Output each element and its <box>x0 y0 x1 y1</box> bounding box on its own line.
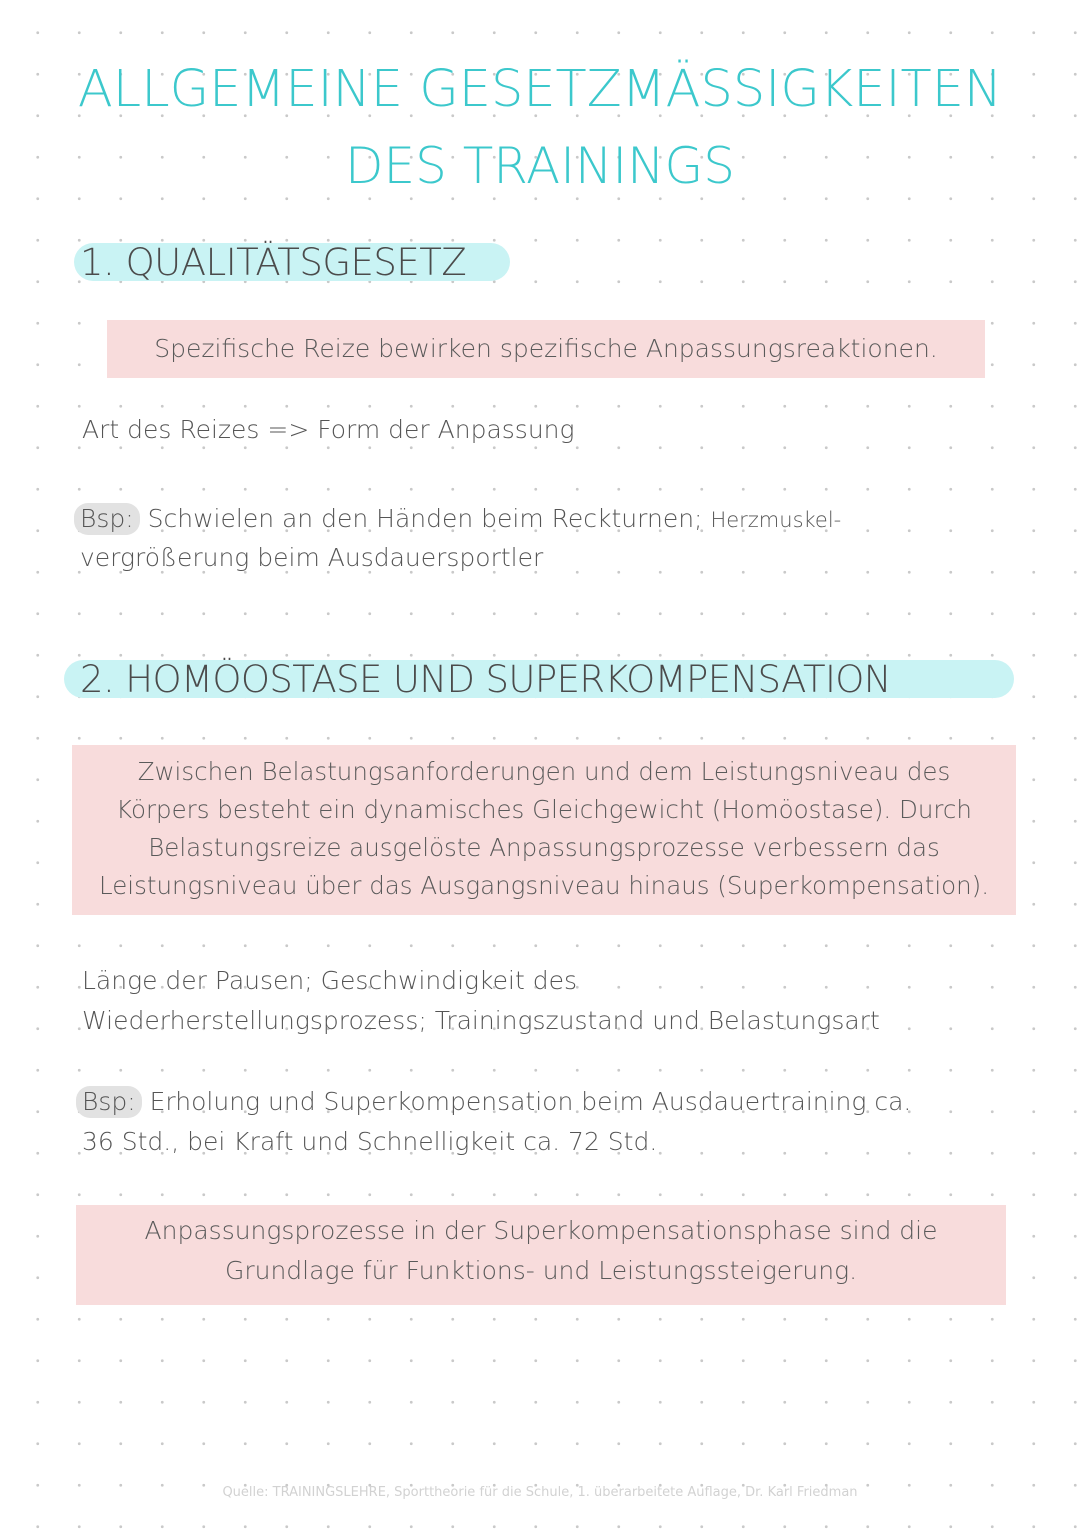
section-2-definition-box <box>72 745 1016 915</box>
section-1-example-line-1 <box>80 499 841 540</box>
section-2-example-tag: Bsp: <box>76 1086 142 1118</box>
section-2-factors-line-1: Länge der Pausen; Geschwindigkeit des <box>82 966 577 995</box>
page-title-line-2: DES TRAININGS <box>345 137 735 195</box>
section-1-relation: Art des Reizes => Form der Anpassung <box>82 415 575 444</box>
section-1-example-main: Schwielen an den Händen beim Reckturnen; <box>147 504 703 533</box>
page-title-line-1: ALLGEMEINE GESETZMÄSSIGKEITEN <box>77 60 1003 119</box>
section-1-heading: 1. QUALITÄTSGESETZ <box>80 241 467 284</box>
section-1-example-tag: Bsp: <box>74 503 140 535</box>
section-2-factors-line-2: Wiederherstellungsprozess; Trainingszustand und Belastungsart <box>82 1006 880 1035</box>
section-2-conclusion-line-2: Grundlage für Funktions- und Leistungssteigerung. <box>224 1256 858 1285</box>
section-2-example-main: Erholung und Superkompensation beim Ausdauertraining ca. <box>149 1087 912 1116</box>
section-2-conclusion-line-1: Anpassungsprozesse in der Superkompensationsphase sind die <box>144 1216 938 1245</box>
section-1-example-small: Herzmuskel- <box>710 508 842 532</box>
section-2-example-line-1 <box>82 1082 911 1122</box>
section-1-definition-box <box>107 320 985 378</box>
section-2-definition-line-3: Belastungsreize ausgelöste Anpassungsprozesse verbessern das <box>148 833 940 862</box>
section-2-heading: 2. HOMÖOSTASE UND SUPERKOMPENSATION <box>80 658 891 701</box>
section-1-definition: Spezifische Reize bewirken spezifische Anpassungsreaktionen. <box>154 334 938 363</box>
section-1-example-line-2: vergrößerung beim Ausdauersportler <box>80 543 544 572</box>
source-footer: Quelle: TRAININGSLEHRE, Sporttheorie für die Schule, 1. überarbeitete Auflage, Dr. Karl Friedman <box>222 1485 858 1500</box>
section-2-definition-line-4: Leistungsniveau über das Ausgangsniveau hinaus (Superkompensation). <box>98 871 990 900</box>
section-2-conclusion-box <box>76 1205 1006 1305</box>
section-2-example-line-2: 36 Std., bei Kraft und Schnelligkeit ca. 72 Std. <box>82 1127 658 1156</box>
section-2-definition-line-2: Körpers besteht ein dynamisches Gleichgewicht (Homöostase). Durch <box>116 795 972 824</box>
section-2-definition-line-1: Zwischen Belastungsanforderungen und dem Leistungsniveau des <box>137 757 951 786</box>
